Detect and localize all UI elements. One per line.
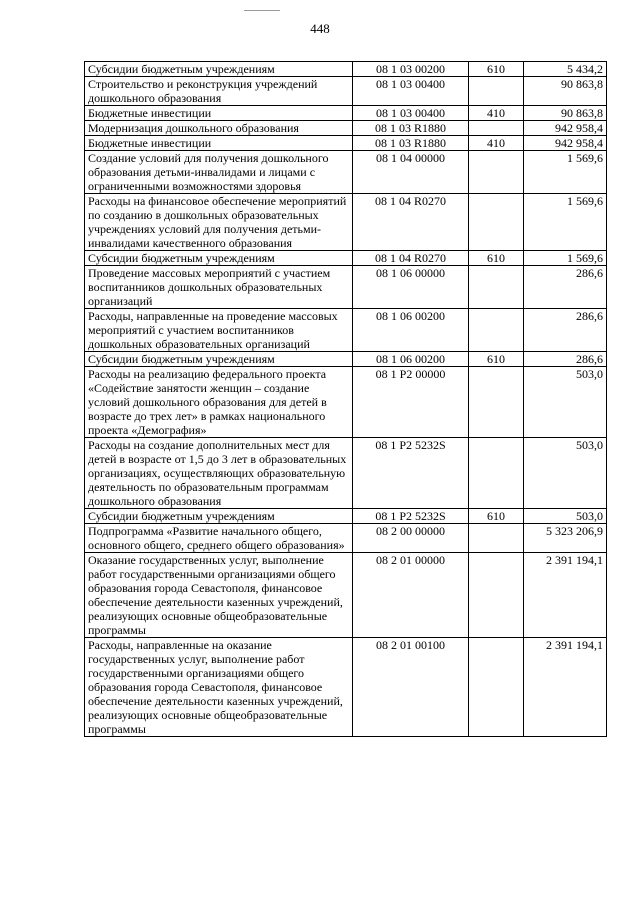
expense-type-cell — [469, 438, 524, 509]
item-name-cell: Подпрограмма «Развитие начального общего, основного общего, среднего общего образования» — [85, 524, 353, 553]
table-row — [85, 266, 607, 309]
amount-cell: 503,0 — [524, 509, 607, 524]
amount-cell: 1 569,6 — [524, 151, 607, 194]
table-row — [85, 553, 607, 638]
expense-type-cell: 610 — [469, 62, 524, 77]
table-row — [85, 121, 607, 136]
table-row — [85, 524, 607, 553]
amount-cell: 503,0 — [524, 438, 607, 509]
amount-cell: 2 391 194,1 — [524, 638, 607, 737]
amount-cell: 286,6 — [524, 352, 607, 367]
scan-mark — [244, 10, 280, 11]
expense-type-cell: 410 — [469, 136, 524, 151]
expense-type-cell — [469, 309, 524, 352]
expense-type-cell: 610 — [469, 509, 524, 524]
expense-type-cell — [469, 121, 524, 136]
amount-cell: 1 569,6 — [524, 194, 607, 251]
table-row — [85, 638, 607, 737]
amount-cell: 5 323 206,9 — [524, 524, 607, 553]
table-row — [85, 251, 607, 266]
budget-table — [84, 61, 607, 737]
item-name-cell: Модернизация дошкольного образования — [85, 121, 353, 136]
target-code-cell: 08 1 03 R1880 — [353, 136, 469, 151]
target-code-cell: 08 1 03 00200 — [353, 62, 469, 77]
target-code-cell: 08 1 P2 00000 — [353, 367, 469, 438]
table-row — [85, 106, 607, 121]
item-name-cell: Расходы, направленные на проведение массовых мероприятий с участием воспитанников дошкольных образовательных организаций — [85, 309, 353, 352]
target-code-cell: 08 1 04 R0270 — [353, 194, 469, 251]
target-code-cell: 08 1 03 00400 — [353, 106, 469, 121]
amount-cell: 286,6 — [524, 266, 607, 309]
amount-cell: 90 863,8 — [524, 77, 607, 106]
item-name-cell: Проведение массовых мероприятий с участием воспитанников дошкольных образовательных организаций — [85, 266, 353, 309]
table-row — [85, 151, 607, 194]
item-name-cell: Субсидии бюджетным учреждениям — [85, 352, 353, 367]
target-code-cell: 08 1 P2 5232S — [353, 438, 469, 509]
table-row — [85, 309, 607, 352]
table-row — [85, 509, 607, 524]
item-name-cell: Расходы на финансовое обеспечение мероприятий по созданию в дошкольных образовательных учреждениях условий для получения детьми-инвалидами качественного образования — [85, 194, 353, 251]
table-row — [85, 77, 607, 106]
amount-cell: 90 863,8 — [524, 106, 607, 121]
amount-cell: 1 569,6 — [524, 251, 607, 266]
item-name-cell: Создание условий для получения дошкольного образования детьми-инвалидами и лицами с ограниченными возможностями здоровья — [85, 151, 353, 194]
expense-type-cell — [469, 151, 524, 194]
item-name-cell: Строительство и реконструкция учреждений дошкольного образования — [85, 77, 353, 106]
item-name-cell: Оказание государственных услуг, выполнение работ государственными организациями общего образования города Севастополя, финансовое обеспечение деятельности казенных учреждений, реализующих основные общеобразовательные программы — [85, 553, 353, 638]
table-row — [85, 367, 607, 438]
expense-type-cell — [469, 194, 524, 251]
target-code-cell: 08 1 06 00000 — [353, 266, 469, 309]
amount-cell: 503,0 — [524, 367, 607, 438]
expense-type-cell — [469, 638, 524, 737]
item-name-cell: Бюджетные инвестиции — [85, 106, 353, 121]
amount-cell: 942 958,4 — [524, 136, 607, 151]
item-name-cell: Субсидии бюджетным учреждениям — [85, 251, 353, 266]
expense-type-cell — [469, 266, 524, 309]
expense-type-cell — [469, 367, 524, 438]
expense-type-cell — [469, 553, 524, 638]
item-name-cell: Расходы на реализацию федерального проекта «Содействие занятости женщин – создание условий дошкольного образования для детей в возрасте до трех лет» в рамках национального проекта «Демография» — [85, 367, 353, 438]
amount-cell: 286,6 — [524, 309, 607, 352]
table-row — [85, 62, 607, 77]
target-code-cell: 08 1 P2 5232S — [353, 509, 469, 524]
target-code-cell: 08 1 06 00200 — [353, 309, 469, 352]
table-row — [85, 352, 607, 367]
amount-cell: 5 434,2 — [524, 62, 607, 77]
item-name-cell: Бюджетные инвестиции — [85, 136, 353, 151]
item-name-cell: Расходы, направленные на оказание государственных услуг, выполнение работ государственными организациями общего образования города Севастополя, финансовое обеспечение деятельности казенных учреждений, реализующих основные общеобразовательные программы — [85, 638, 353, 737]
target-code-cell: 08 2 01 00000 — [353, 553, 469, 638]
target-code-cell: 08 1 03 00400 — [353, 77, 469, 106]
page-number: 448 — [310, 21, 330, 36]
expense-type-cell: 410 — [469, 106, 524, 121]
target-code-cell: 08 1 04 00000 — [353, 151, 469, 194]
table-row — [85, 194, 607, 251]
item-name-cell: Расходы на создание дополнительных мест для детей в возрасте от 1,5 до 3 лет в образовательных организациях, осуществляющих образовательную деятельность по образовательным программам дошкольного образования — [85, 438, 353, 509]
amount-cell: 2 391 194,1 — [524, 553, 607, 638]
expense-type-cell: 610 — [469, 352, 524, 367]
target-code-cell: 08 1 06 00200 — [353, 352, 469, 367]
budget-table-body — [85, 62, 607, 737]
expense-type-cell: 610 — [469, 251, 524, 266]
target-code-cell: 08 2 00 00000 — [353, 524, 469, 553]
amount-cell: 942 958,4 — [524, 121, 607, 136]
table-row — [85, 438, 607, 509]
expense-type-cell — [469, 524, 524, 553]
target-code-cell: 08 1 04 R0270 — [353, 251, 469, 266]
item-name-cell: Субсидии бюджетным учреждениям — [85, 509, 353, 524]
table-row — [85, 136, 607, 151]
item-name-cell: Субсидии бюджетным учреждениям — [85, 62, 353, 77]
target-code-cell: 08 2 01 00100 — [353, 638, 469, 737]
expense-type-cell — [469, 77, 524, 106]
target-code-cell: 08 1 03 R1880 — [353, 121, 469, 136]
